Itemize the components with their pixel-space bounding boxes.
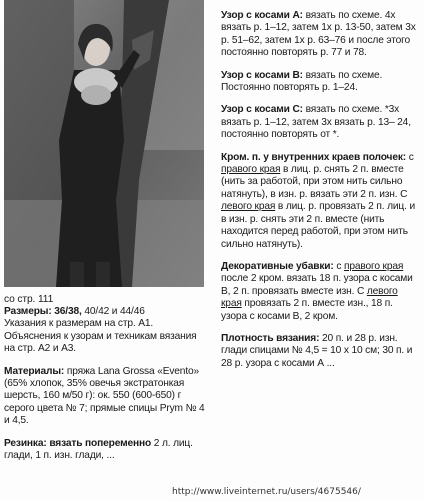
gauge-heading: Плотность вязания:	[221, 332, 320, 344]
right-column	[221, 10, 421, 380]
rib-section	[4, 438, 209, 463]
cable-a-section	[221, 10, 421, 60]
cable-a-heading: Узор с косами А:	[221, 10, 303, 21]
decreases-section	[221, 261, 421, 323]
cable-c-section	[221, 104, 421, 141]
rib-text: 2 л. лиц. глади, 1 п. изн. глади, ...	[4, 437, 193, 462]
dec-left-edge-term: левого края	[221, 285, 398, 310]
rib-heading: Резинка: вязать попеременно	[4, 437, 152, 449]
knitted-dress-model-photo	[4, 0, 204, 287]
cable-a-text: вязать по схеме. 4х вязать р. 1–12, затем 1х р. 13-50, затем 3х р. 51–62, затем 1х р. 63–76 и после этого постоянно повторять р. 77 и 78.	[221, 10, 416, 59]
cable-c-heading: Узор с косами С:	[221, 104, 303, 116]
sizes-note: Указания к размерам на стр. А1. Объяснения к узорам и техникам вязания на стр. А2 и А3.	[4, 318, 197, 355]
gauge-text: 20 п. и 28 р. изн. глади спицами № 4,5 = 10 х 10 см; 30 п. и 28 р. узора с косами А ...	[221, 332, 413, 369]
left-column	[4, 306, 209, 472]
dec-right-edge-term: правого края	[343, 260, 404, 272]
sizes-heading: Размеры:	[4, 306, 52, 317]
cable-b-section	[221, 70, 421, 95]
materials-heading: Материалы:	[4, 365, 65, 377]
edge-text-1: с	[406, 151, 414, 163]
cable-b-heading: Узор с косами В:	[221, 69, 303, 81]
edge-stitch-section	[221, 152, 421, 251]
materials-text: пряжа Lana Grossa «Evento» (65% хлопок, 35% овечья экстратонкая шерсть, 160 м/50 г): ок. 550 (600-650) г серого цвета № 7; прямые спицы Prym № 4 и 4,5.	[4, 365, 205, 427]
right-edge-term: правого края	[221, 164, 281, 176]
left-edge-term: левого края	[221, 201, 276, 213]
cable-b-text: вязать по схеме. Постоянно повторять р. 1–24.	[221, 69, 383, 94]
decreases-heading: Декоративные убавки:	[221, 260, 334, 272]
sizes-rest: 40/42 и 44/46	[81, 306, 145, 317]
source-url-watermark[interactable]: http://www.liveinternet.ru/users/4675546/	[172, 487, 361, 497]
cable-c-text: вязать по схеме. *3х вязать р. 1–12, затем 3х вязать р. 13– 24, постоянно повторять от *.	[221, 104, 411, 141]
dec-text-1: с	[333, 260, 344, 272]
sizes-first: 36/38,	[51, 306, 82, 317]
dec-text-3: провязать 2 п. вместе изн., 18 п. узора с косами В, 2 кром.	[221, 298, 393, 322]
gauge-section	[221, 333, 421, 370]
materials-section	[4, 366, 209, 428]
sizes-section	[4, 306, 209, 356]
model-photo	[4, 0, 204, 287]
edge-text-3: в лиц. р. провязать 2 п. лиц. и в изн. р. снять эти 2 п. вместе (нить находится перед работой, при этом нить сильно натянуть).	[221, 201, 416, 250]
dec-text-2: после 2 кром. вязать 18 п. узора с косами В, 2 п. провязать вместе изн. С	[221, 273, 413, 297]
edge-text-2: в лиц. р. снять 2 п. вместе (нить за работой, при этом нить сильно натянуть), в изн. р. вязать эти 2 п. изн. С	[221, 164, 408, 200]
edge-stitch-heading: Кром. п. у внутренних краев полочек:	[221, 151, 407, 163]
page-reference: со стр. 111	[4, 294, 54, 305]
